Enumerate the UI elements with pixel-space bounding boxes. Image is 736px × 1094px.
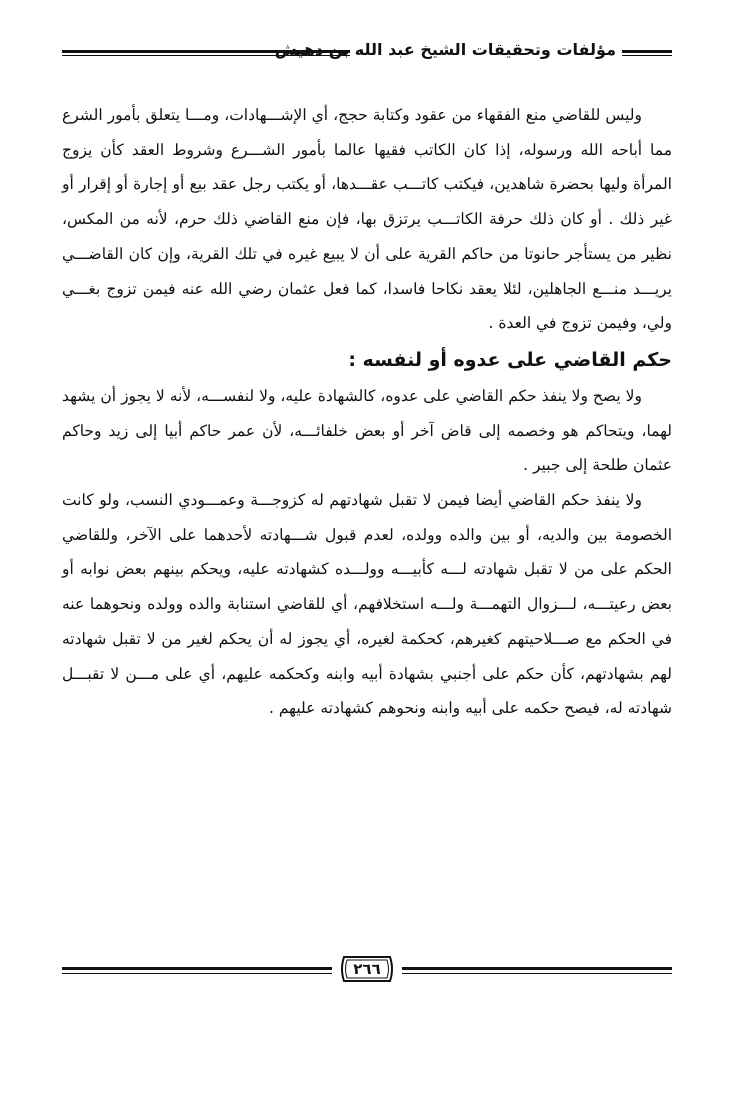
section-heading: حكم القاضي على عدوه أو لنفسه : <box>348 348 672 371</box>
header-title: مؤلفات وتحقيقات الشيخ عبد الله بن دهيش <box>274 40 616 59</box>
paragraph-1: وليس للقاضي منع الفقهاء من عقود وكتابة حجج، أي الإشـــهادات، ومـــا يتعلق بأمور الشرع مما أباحه الله ورسوله، إذا كان الكاتب فقيها عالما بأمور الشـــرع وشروط العقد كأن يزوج المرأة وليها بحضرة شاهدين، فيكتب كاتـــب عقـــدها، أو يكتب رجل عقد بيع أو إجارة أو إقرار أو غير ذلك . أو كان ذلك حرفة الكاتـــب يرتزق بها، فإن منع القاضي ذلك حرم، لأنه من المكس، نظير من يستأجر حانوتا من حاكم القرية على أن لا يبيع غيره في تلك القرية، وإن كان القاضـــي يريـــد منـــع الجاهلين، لئلا يعقد نكاحا فاسدا، كما فعل عثمان رضي الله عنه فيمن تزوج بغـــي ولي، وفيمن تزوج في العدة . <box>62 106 672 333</box>
paragraph-2: ولا يصح ولا ينفذ حكم القاضي على عدوه، كالشهادة عليه، ولا لنفســـه، لأنه لا يجوز أن يشهد لهما، ويتحاكم هو وخصمه إلى قاض آخر أو بعض خلفائـــه، لأن عمر حاكم أبيا إلى زيد وحاكم عثمان طلحة إلى جبير . <box>62 386 672 475</box>
footer-rule-right <box>402 967 672 974</box>
footer-rule-left <box>62 967 332 974</box>
page-body <box>62 98 672 726</box>
page-number-frame <box>338 953 396 985</box>
paragraph-3: ولا ينفذ حكم القاضي أيضا فيمن لا تقبل شهادتهم له كزوجـــة وعمـــودي النسب، ولو كانت الخصومة بين والديه، أو بين والده وولده، لعدم قبول شـــهادته لأحدهما على الآخر، وللقاضي الحكم على من لا تقبل شهادته لـــه كأبيـــه وولـــده كشهادته عليه، ويحكم بينهم بعض نوابه أو بعض رعيتـــه، لـــزوال التهمـــة ولـــه استخلافهم، أي للقاضي استنابة والده وولده ونحوهما عنه في الحكم مع صـــلاحيتهم كغيرهم، كحكمة لغيره، أي يجوز له أن يحكم لغير من لا تقبل شهادته لهم بشهادتهم، كأن حكم على أجنبي بشهادة أبيه وابنه وكحكمه عليهم، أي على مـــن لا تقبـــل شهادته له، فيصح حكمه على أبيه وابنه ونحوهم كشهادته عليهم . <box>62 491 672 718</box>
header-rule-right <box>622 50 672 56</box>
page-number: ٢٦٦ <box>353 960 381 978</box>
page-footer <box>62 950 672 990</box>
running-header <box>62 38 672 68</box>
